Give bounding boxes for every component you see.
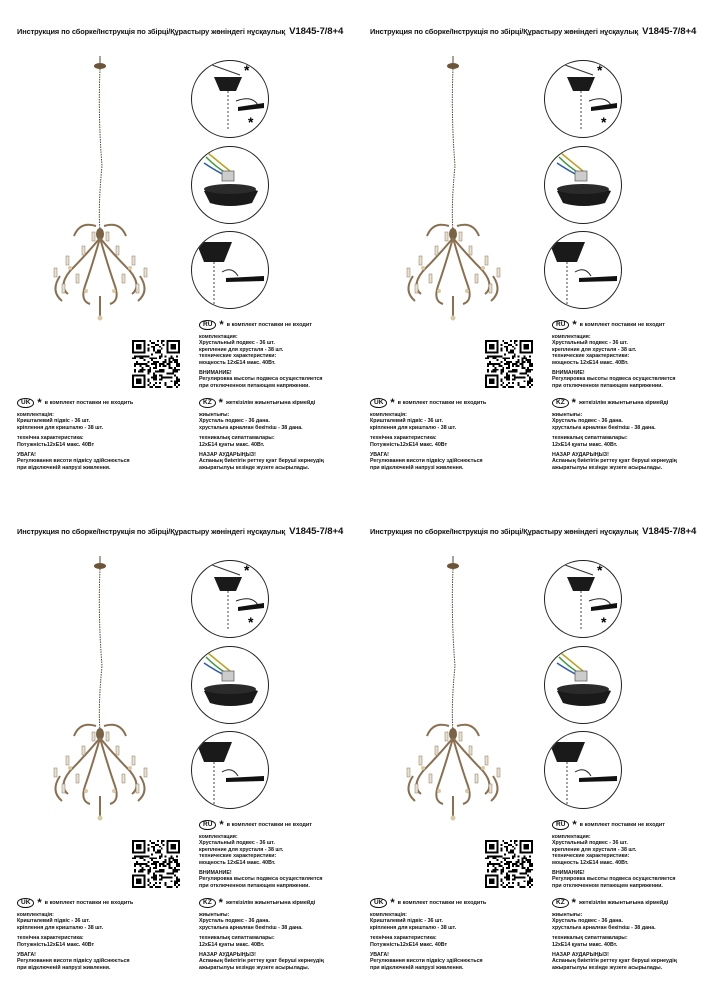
ru-kit-line-2: крепление для хрусталя - 38 шт.: [199, 346, 284, 353]
model-number: V1845-7/8+4: [289, 26, 344, 37]
ru-not-included: в комплект поставки не входит: [226, 321, 312, 328]
asterisk-icon: *: [37, 396, 42, 409]
instruction-title: [17, 526, 347, 537]
ru-badge: RU: [199, 820, 216, 830]
instruction-panel: [353, 500, 706, 1000]
step-2-wiring-diagram: [191, 146, 269, 224]
ru-kit-title: комплектация:: [552, 834, 591, 840]
ru-badge: RU: [199, 320, 216, 330]
ru-section: [199, 820, 349, 889]
uk-kit-line-2: кріплення для кришталю - 38 шт.: [370, 924, 457, 931]
kz-kit-line-2: хрустальға арналған бекіткіш - 38 дана.: [552, 924, 656, 931]
uk-warning-title: УВАГА!: [370, 952, 389, 959]
title-text: Инструкция по сборке/Інструкція по збірці/Құрастыру жөніндегі нұсқаулық: [17, 27, 286, 36]
uk-not-included: в комплект поставки не входить: [397, 399, 487, 406]
ru-tech-line: мощность 12xE14 макс. 40Вт.: [552, 359, 629, 366]
instruction-panel: [0, 500, 353, 1000]
ru-warning-line-2: при отключенном питающем напряжении.: [199, 382, 310, 389]
ru-badge: RU: [552, 320, 569, 330]
step-2-wiring-diagram: [544, 646, 622, 724]
ru-warning-line-1: Регулировка высоты подвеса осуществляется: [552, 876, 676, 883]
ru-kit-line-2: крепление для хрусталя - 38 шт.: [552, 346, 637, 353]
uk-warning-title: УВАГА!: [17, 452, 36, 459]
kz-badge: KZ: [199, 898, 216, 908]
chandelier-illustration: [393, 56, 513, 336]
ru-not-included: в комплект поставки не входит: [579, 821, 665, 828]
ru-kit-line-2: крепление для хрусталя - 38 шт.: [552, 846, 637, 853]
uk-tech-title: технічна характеристика:: [370, 435, 437, 442]
ru-section: [199, 320, 349, 389]
kz-warning-line-1: Аспаның биіктігін реттеу қуат беруші кернеудің: [199, 458, 324, 465]
uk-badge: UK: [370, 398, 387, 408]
ru-tech-line: мощность 12xE14 макс. 40Вт.: [199, 859, 276, 866]
uk-kit-title: комплектація:: [370, 412, 407, 418]
svg-text:*: *: [601, 114, 607, 130]
kz-tech-title: техникалық сипаттамалары:: [199, 935, 275, 942]
svg-text:*: *: [244, 562, 250, 578]
ru-tech-line: мощность 12xE14 макс. 40Вт.: [199, 359, 276, 366]
kz-not-included: жеткізілім жиынтығына кірмейді: [225, 899, 316, 906]
asterisk-icon: *: [390, 396, 395, 409]
asterisk-icon: *: [571, 396, 576, 409]
ru-warning-title: ВНИМАНИЕ!: [199, 870, 232, 877]
asterisk-icon: *: [219, 318, 224, 331]
kz-tech-line: 12xE14 қуаты макс. 40Вт.: [552, 941, 618, 948]
svg-text:*: *: [248, 614, 254, 630]
uk-warning-line-2: при відключеній напрузі живлення.: [370, 964, 464, 971]
uk-kit-line-1: Кришталевий підвіс - 36 шт.: [370, 418, 443, 425]
ru-tech-title: технические характеристики:: [552, 353, 630, 360]
asterisk-icon: *: [390, 896, 395, 909]
kz-not-included: жеткізілім жиынтығына кірмейді: [578, 899, 669, 906]
step-3-height-adjust-diagram: [544, 231, 622, 309]
ru-not-included: в комплект поставки не входит: [579, 321, 665, 328]
kz-warning-line-2: ажыратылуы кезінде жүзеге асырылады.: [199, 464, 310, 471]
uk-tech-line: Потужність12xE14 макс. 40Вт: [17, 441, 95, 448]
kz-kit-title: жиынтығы:: [552, 412, 583, 418]
kz-warning-title: НАЗАР АУДАРЫҢЫЗ!: [552, 452, 609, 459]
uk-warning-line-2: при відключеній напрузі живлення.: [17, 964, 111, 971]
model-number: V1845-7/8+4: [289, 526, 344, 537]
step-1-mount-diagram: [544, 560, 622, 638]
model-number: V1845-7/8+4: [642, 26, 697, 37]
kz-not-included: жеткізілім жиынтығына кірмейді: [578, 399, 669, 406]
kz-tech-line: 12xE14 қуаты макс. 40Вт.: [199, 941, 265, 948]
uk-not-included: в комплект поставки не входить: [44, 399, 134, 406]
chandelier-illustration: [40, 56, 160, 336]
asterisk-icon: *: [37, 896, 42, 909]
asterisk-icon: *: [219, 818, 224, 831]
kz-warning-line-1: Аспаның биіктігін реттеу қуат беруші кернеудің: [552, 458, 677, 465]
kz-warning-line-1: Аспаның биіктігін реттеу қуат беруші кернеудің: [199, 958, 324, 965]
ru-kit-line-1: Хрустальный подвес - 36 шт.: [199, 340, 275, 347]
ru-warning-title: ВНИМАНИЕ!: [199, 370, 232, 377]
instruction-panel: [353, 0, 706, 500]
ru-warning-line-2: при отключенном питающем напряжении.: [552, 882, 663, 889]
uk-tech-title: технічна характеристика:: [370, 935, 437, 942]
ru-not-included: в комплект поставки не входит: [226, 821, 312, 828]
kz-kit-line-2: хрустальға арналған бекіткіш - 38 дана.: [199, 424, 303, 431]
model-number: V1845-7/8+4: [642, 526, 697, 537]
kz-warning-line-1: Аспаның биіктігін реттеу қуат беруші кернеудің: [552, 958, 677, 965]
uk-not-included: в комплект поставки не входить: [44, 899, 134, 906]
step-3-height-adjust-diagram: [191, 731, 269, 809]
kz-badge: KZ: [199, 398, 216, 408]
asterisk-icon: *: [572, 318, 577, 331]
uk-badge: UK: [370, 898, 387, 908]
ru-tech-title: технические характеристики:: [199, 853, 277, 860]
ru-kit-title: комплектация:: [552, 334, 591, 340]
uk-warning-line-1: Регулювання висоти підвісу здійснюється: [370, 958, 483, 965]
chandelier-illustration: [40, 556, 160, 836]
uk-kit-line-2: кріплення для кришталю - 38 шт.: [370, 424, 457, 431]
uk-tech-title: технічна характеристика:: [17, 935, 84, 942]
title-text: Инструкция по сборке/Інструкція по збірці/Құрастыру жөніндегі нұсқаулық: [370, 27, 639, 36]
kz-kit-line-1: Хрусталь подвес - 36 дана.: [552, 918, 623, 925]
kz-section: [199, 898, 349, 971]
asterisk-icon: *: [218, 396, 223, 409]
kz-section: [552, 898, 702, 971]
kz-kit-title: жиынтығы:: [199, 412, 230, 418]
uk-section: [17, 398, 177, 471]
step-3-height-adjust-diagram: [544, 731, 622, 809]
ru-warning-line-2: при отключенном питающем напряжении.: [552, 382, 663, 389]
uk-warning-title: УВАГА!: [370, 452, 389, 459]
uk-warning-line-1: Регулювання висоти підвісу здійснюється: [370, 458, 483, 465]
step-2-wiring-diagram: [191, 646, 269, 724]
kz-tech-title: техникалық сипаттамалары:: [552, 435, 628, 442]
uk-section: [370, 398, 530, 471]
uk-section: [17, 898, 177, 971]
uk-section: [370, 898, 530, 971]
asterisk-icon: *: [571, 896, 576, 909]
kz-warning-title: НАЗАР АУДАРЫҢЫЗ!: [552, 952, 609, 959]
step-1-mount-diagram: [191, 560, 269, 638]
ru-warning-line-2: при отключенном питающем напряжении.: [199, 882, 310, 889]
uk-badge: UK: [17, 398, 34, 408]
chandelier-illustration: [393, 556, 513, 836]
uk-tech-title: технічна характеристика:: [17, 435, 84, 442]
kz-section: [199, 398, 349, 471]
ru-section: [552, 820, 702, 889]
ru-kit-line-1: Хрустальный подвес - 36 шт.: [199, 840, 275, 847]
uk-warning-line-2: при відключеній напрузі живлення.: [370, 464, 464, 471]
uk-kit-title: комплектація:: [370, 912, 407, 918]
ru-warning-line-1: Регулировка высоты подвеса осуществляется: [552, 376, 676, 383]
uk-kit-title: комплектація:: [17, 412, 54, 418]
kz-tech-line: 12xE14 қуаты макс. 40Вт.: [552, 441, 618, 448]
svg-text:*: *: [244, 62, 250, 78]
instruction-title: [370, 26, 700, 37]
qr-code-icon: [132, 340, 180, 388]
kz-kit-line-2: хрустальға арналған бекіткіш - 38 дана.: [199, 924, 303, 931]
ru-warning-title: ВНИМАНИЕ!: [552, 370, 585, 377]
kz-kit-line-1: Хрусталь подвес - 36 дана.: [199, 418, 270, 425]
ru-warning-line-1: Регулировка высоты подвеса осуществляется: [199, 376, 323, 383]
kz-kit-title: жиынтығы:: [552, 912, 583, 918]
step-3-height-adjust-diagram: [191, 231, 269, 309]
uk-warning-line-2: при відключеній напрузі живлення.: [17, 464, 111, 471]
uk-tech-line: Потужність12xE14 макс. 40Вт: [370, 941, 448, 948]
uk-warning-title: УВАГА!: [17, 952, 36, 959]
ru-tech-title: технические характеристики:: [552, 853, 630, 860]
kz-tech-title: техникалық сипаттамалары:: [552, 935, 628, 942]
uk-kit-line-1: Кришталевий підвіс - 36 шт.: [17, 418, 90, 425]
ru-kit-title: комплектация:: [199, 334, 238, 340]
kz-kit-line-1: Хрусталь подвес - 36 дана.: [552, 418, 623, 425]
kz-warning-line-2: ажыратылуы кезінде жүзеге асырылады.: [552, 464, 663, 471]
kz-warning-title: НАЗАР АУДАРЫҢЫЗ!: [199, 452, 256, 459]
uk-kit-line-2: кріплення для кришталю - 38 шт.: [17, 424, 104, 431]
ru-kit-line-2: крепление для хрусталя - 38 шт.: [199, 846, 284, 853]
qr-code-icon: [132, 840, 180, 888]
kz-warning-title: НАЗАР АУДАРЫҢЫЗ!: [199, 952, 256, 959]
title-text: Инструкция по сборке/Інструкція по збірці/Құрастыру жөніндегі нұсқаулық: [17, 527, 286, 536]
uk-kit-line-1: Кришталевий підвіс - 36 шт.: [17, 918, 90, 925]
step-1-mount-diagram: [191, 60, 269, 138]
ru-kit-title: комплектация:: [199, 834, 238, 840]
qr-code-icon: [485, 840, 533, 888]
step-1-mount-diagram: [544, 60, 622, 138]
kz-not-included: жеткізілім жиынтығына кірмейді: [225, 399, 316, 406]
step-2-wiring-diagram: [544, 146, 622, 224]
uk-kit-title: комплектація:: [17, 912, 54, 918]
kz-kit-line-2: хрустальға арналған бекіткіш - 38 дана.: [552, 424, 656, 431]
kz-warning-line-2: ажыратылуы кезінде жүзеге асырылады.: [199, 964, 310, 971]
uk-warning-line-1: Регулювання висоти підвісу здійснюється: [17, 458, 130, 465]
kz-kit-line-1: Хрусталь подвес - 36 дана.: [199, 918, 270, 925]
instruction-panel: [0, 0, 353, 500]
uk-kit-line-1: Кришталевий підвіс - 36 шт.: [370, 918, 443, 925]
ru-section: [552, 320, 702, 389]
kz-warning-line-2: ажыратылуы кезінде жүзеге асырылады.: [552, 964, 663, 971]
instruction-title: [370, 526, 700, 537]
uk-tech-line: Потужність12xE14 макс. 40Вт: [17, 941, 95, 948]
uk-not-included: в комплект поставки не входить: [397, 899, 487, 906]
uk-kit-line-2: кріплення для кришталю - 38 шт.: [17, 924, 104, 931]
ru-tech-line: мощность 12xE14 макс. 40Вт.: [552, 859, 629, 866]
kz-section: [552, 398, 702, 471]
kz-badge: KZ: [552, 398, 569, 408]
ru-badge: RU: [552, 820, 569, 830]
ru-kit-line-1: Хрустальный подвес - 36 шт.: [552, 340, 628, 347]
ru-warning-title: ВНИМАНИЕ!: [552, 870, 585, 877]
qr-code-icon: [485, 340, 533, 388]
kz-tech-title: техникалық сипаттамалары:: [199, 435, 275, 442]
svg-text:*: *: [597, 62, 603, 78]
ru-kit-line-1: Хрустальный подвес - 36 шт.: [552, 840, 628, 847]
ru-tech-title: технические характеристики:: [199, 353, 277, 360]
uk-badge: UK: [17, 898, 34, 908]
ru-warning-line-1: Регулировка высоты подвеса осуществляется: [199, 876, 323, 883]
kz-kit-title: жиынтығы:: [199, 912, 230, 918]
title-text: Инструкция по сборке/Інструкція по збірці/Құрастыру жөніндегі нұсқаулық: [370, 527, 639, 536]
kz-badge: KZ: [552, 898, 569, 908]
asterisk-icon: *: [572, 818, 577, 831]
svg-text:*: *: [248, 114, 254, 130]
svg-text:*: *: [597, 562, 603, 578]
svg-text:*: *: [601, 614, 607, 630]
instruction-title: [17, 26, 347, 37]
uk-warning-line-1: Регулювання висоти підвісу здійснюється: [17, 958, 130, 965]
uk-tech-line: Потужність12xE14 макс. 40Вт: [370, 441, 448, 448]
kz-tech-line: 12xE14 қуаты макс. 40Вт.: [199, 441, 265, 448]
asterisk-icon: *: [218, 896, 223, 909]
